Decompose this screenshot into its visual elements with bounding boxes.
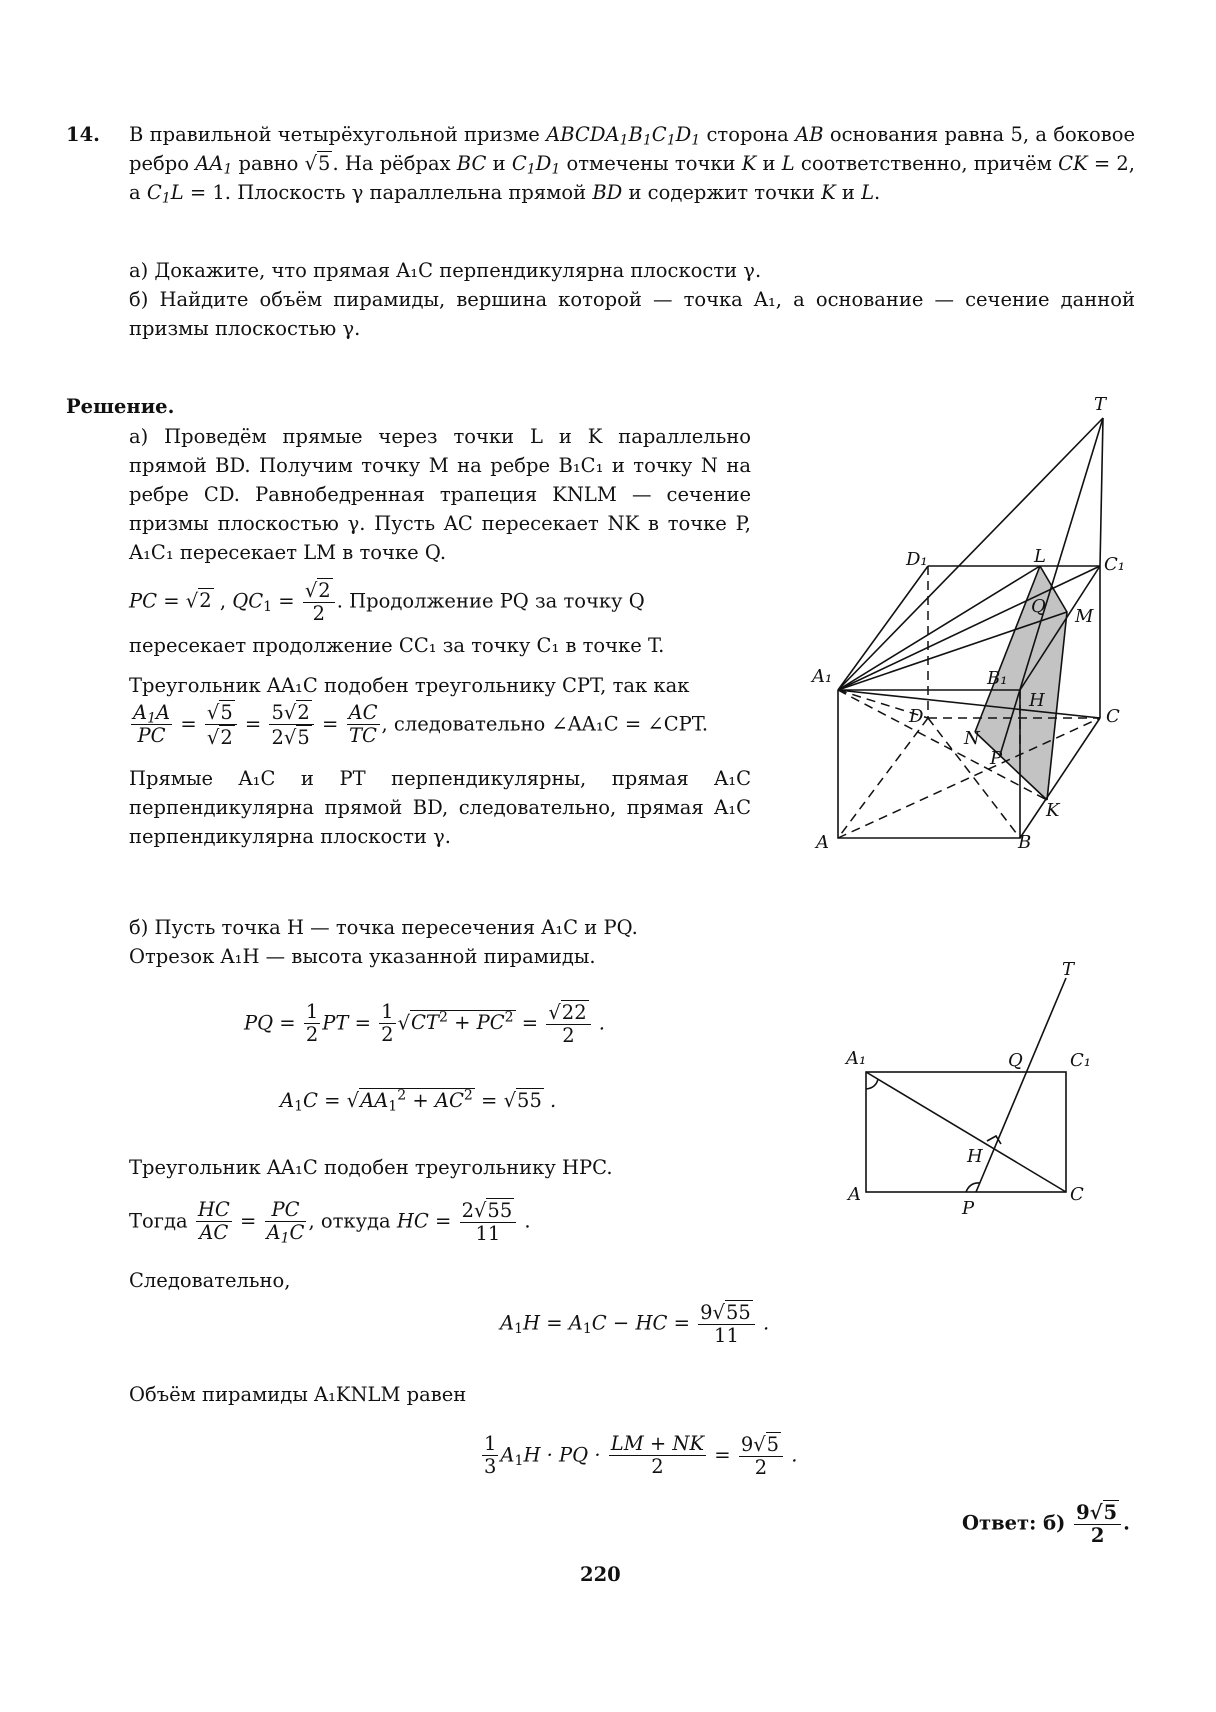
solution-b-line-2: Отрезок A₁H — высота указанной пирамиды. — [129, 945, 596, 968]
solution-b-sled: Следовательно, — [129, 1269, 291, 1292]
solution-a-paragraph-4: Прямые A₁C и PT перпендикулярны, прямая A₁C перпендикулярна прямой BD, следовательно, прямая A₁C перпендикулярна плоскости γ. — [129, 767, 751, 848]
label-A1: A₁ — [812, 666, 833, 687]
solution-b-volume: Объём пирамиды A₁KNLM равен — [129, 1383, 467, 1406]
solution-a-paragraph-1: а) Проведём прямые через точки L и K параллельно прямой BD. Получим точку M на ребре B₁C₁ и точку N на ребре CD. Равнобедренная трапеция KNLM — сечение призмы плоскостью γ. Пусть AC пересекает NK в точке P, A₁C₁ пересекает LM в точке Q. — [129, 425, 751, 564]
label-D1: D₁ — [906, 549, 928, 570]
label-M: M — [1075, 606, 1094, 627]
formula-a1h: $A_1H = A_1C$ − HC = $\frac{9√55}{11}$ . — [500, 1301, 770, 1348]
label2-A1: A₁ — [846, 1048, 867, 1069]
label-A: A — [816, 832, 829, 853]
label2-A: A — [848, 1184, 861, 1205]
label2-C1: C₁ — [1070, 1050, 1091, 1071]
label-Q: Q — [1031, 596, 1046, 617]
label-L: L — [1034, 546, 1046, 567]
formula-volume: $\frac{1}{3}$ $A_1H$ · PQ · $\frac{LM + NK}{2}$ = $\frac{9√5}{2}$ . — [484, 1432, 798, 1480]
label2-Q: Q — [1008, 1050, 1023, 1071]
label2-P: P — [962, 1198, 975, 1219]
label2-T: T — [1062, 960, 1075, 980]
solution-b-line-3: Треугольник AA₁C подобен треугольнику HPC. — [129, 1156, 613, 1179]
label-H: H — [1029, 690, 1045, 711]
section-figure — [840, 960, 1100, 1220]
label-C1: C₁ — [1104, 554, 1125, 575]
solution-heading: Решение. — [66, 395, 175, 418]
label2-C: C — [1070, 1184, 1084, 1205]
label-N: N — [964, 728, 980, 749]
solution-a-formula-pc-qc: PC = √2 , $QC_1$ = $\frac{√2}{2}$ . Продолжение PQ за точку Q пересекает продолжение CC₁ за точку C₁ в точке T. Треугольник AA₁C подобен треугольнику CPT, так как — [129, 579, 690, 697]
formula-a1c: $A_1C = √AA_1^2 + AC^2 = √55$ . — [280, 1087, 557, 1115]
label2-H: H — [967, 1146, 983, 1167]
label-B1: B₁ — [987, 668, 1008, 689]
formula-hc: Тогда $\frac{HC}{AC}$ = $\frac{PC}{A_1C}$ , откуда HC = $\frac{2√55}{11}$ . — [129, 1198, 531, 1247]
label-C: C — [1106, 706, 1120, 727]
label-K: K — [1046, 800, 1060, 821]
label-P: P — [990, 748, 1003, 769]
problem-statement: В правильной четырёхугольной призме $ABCDA_1B_1C_1D_1$ сторона AB основания равна 5, а боковое ребро $AA_1$ равно √5 . На рёбрах BC и $C_1D_1$ отмечены точки K и L соответственно, причём CK = 2, а $C_1L = 1$. Плоскость γ параллельна прямой BD и содержит точки K и L. — [129, 123, 1135, 207]
problem-part-b: б) Найдите объём пирамиды, вершина которой — точка A₁, а основание — сечение данной призмы плоскостью γ. — [129, 288, 1135, 340]
formula-pq: PQ = $\frac{1}{2}$ PT = $\frac{1}{2}$ $√CT^2 + PC^2$ = $\frac{√22}{2}$ . — [244, 1000, 606, 1048]
label-D: D — [909, 706, 924, 727]
solution-a-formula-ratio: $\frac{A_1A}{PC}$ = $\frac{√5}{√2}$ = $\frac{5√2}{2√5}$ = $\frac{AC}{TC}$ , следовательно ∠AA₁C = ∠CPT. — [133, 701, 709, 750]
label-T: T — [1094, 394, 1107, 415]
page-number: 220 — [580, 1563, 621, 1586]
answer: Ответ: б) $\frac{9√5}{2}$ . — [962, 1501, 1130, 1548]
problem-part-a: а) Докажите, что прямая A₁C перпендикулярна плоскости γ. — [129, 259, 762, 282]
label-B: B — [1018, 832, 1032, 853]
prism-figure — [800, 388, 1140, 858]
problem-number: 14. — [66, 123, 100, 146]
solution-b-line-1: б) Пусть точка H — точка пересечения A₁C и PQ. — [129, 916, 638, 939]
